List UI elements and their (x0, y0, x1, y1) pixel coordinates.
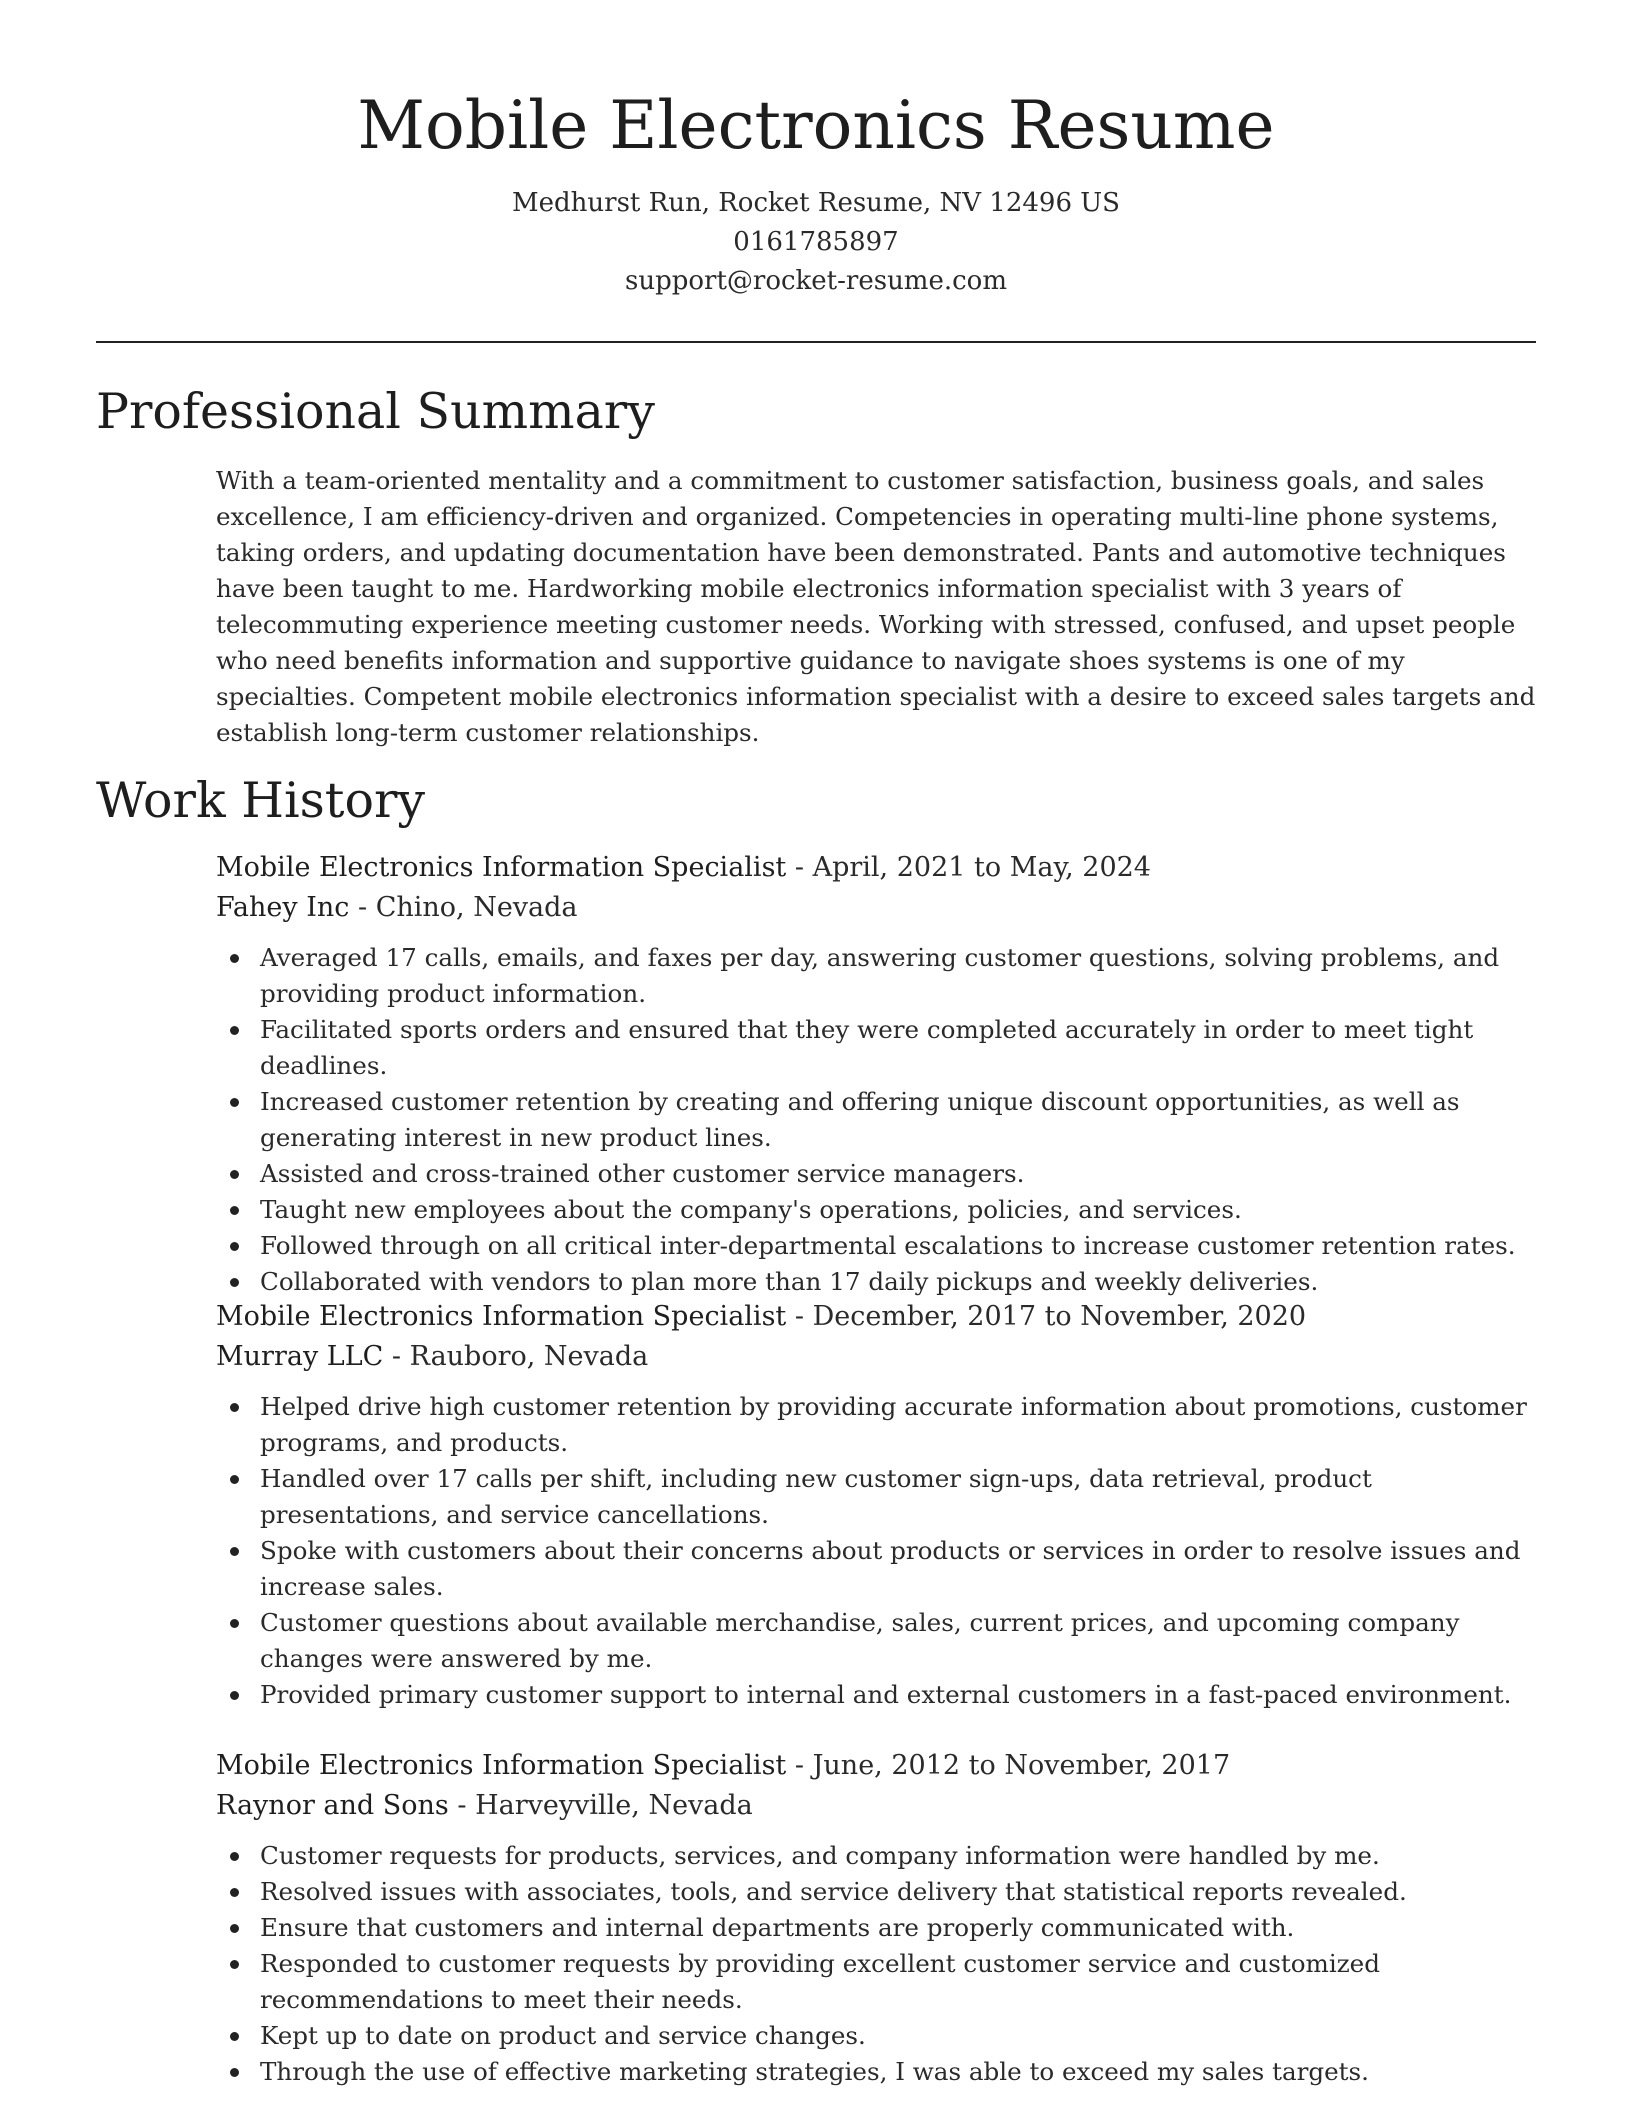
address: Medhurst Run, Rocket Resume, NV 12496 US (512, 188, 1120, 218)
bullet-dot (230, 954, 239, 963)
bullet-text: Facilitated sports orders and ensured that they were completed accurately in order to meet tight deadlines. (260, 1015, 1474, 1080)
work-history-heading: Work History (96, 772, 426, 829)
job-bullets (216, 940, 1542, 1300)
bullet-text: Averaged 17 calls, emails, and faxes per day, answering customer questions, solving problems, and providing product information. (260, 943, 1500, 1008)
job-dates: April, 2021 to May, 2024 (812, 852, 1151, 883)
bullet-text: Spoke with customers about their concerns about products or services in order to resolve issues and increase sales. (260, 1536, 1521, 1601)
job-dates: December, 2017 to November, 2020 (812, 1301, 1307, 1332)
company-line (216, 1786, 1542, 1826)
bullet-dot (230, 1852, 239, 1861)
job-bullets (216, 1838, 1542, 2090)
bullet-dot (230, 1170, 239, 1179)
bullet-dot (230, 1691, 239, 1700)
bullet-text: Kept up to date on product and service changes. (260, 2021, 866, 2050)
list-item (216, 1084, 1542, 1156)
job-title: Mobile Electronics Information Specialist (216, 1750, 787, 1781)
job-bullets (216, 1389, 1542, 1713)
bullet-dot (230, 1619, 239, 1628)
company-location: Chino, Nevada (375, 892, 578, 923)
bullet-dot (230, 1403, 239, 1412)
bullet-text: Customer requests for products, services, and company information were handled by me. (260, 1841, 1380, 1870)
bullet-text: Resolved issues with associates, tools, and service delivery that statistical reports revealed. (260, 1877, 1407, 1906)
job-title: Mobile Electronics Information Specialist (216, 852, 787, 883)
bullet-dot (230, 1475, 239, 1484)
company-location: Rauboro, Nevada (409, 1341, 649, 1372)
bullet-dot (230, 1960, 239, 1969)
bullet-text: Customer questions about available merchandise, sales, current prices, and upcoming company changes were answered by me. (260, 1608, 1460, 1673)
job-entry (216, 848, 1542, 1300)
separator: - (457, 1790, 476, 1821)
bullet-dot (230, 1547, 239, 1556)
bullet-dot (230, 1888, 239, 1897)
job-dates: June, 2012 to November, 2017 (812, 1750, 1231, 1781)
bullet-dot (230, 2032, 239, 2041)
job-title-line (216, 848, 1542, 888)
job-title: Mobile Electronics Information Specialist (216, 1301, 787, 1332)
bullet-text: Increased customer retention by creating and offering unique discount opportunities, as well as generating interest in new product lines. (260, 1087, 1460, 1152)
list-item (216, 1461, 1542, 1533)
summary-heading: Professional Summary (96, 383, 655, 440)
company-line (216, 1337, 1542, 1377)
bullet-dot (230, 1924, 239, 1933)
job-title-line (216, 1746, 1542, 1786)
list-item (216, 2018, 1542, 2054)
contact-info (0, 184, 1632, 301)
bullet-text: Responded to customer requests by providing excellent customer service and customized recommendations to meet their needs. (260, 1949, 1380, 2014)
list-item (216, 1012, 1542, 1084)
bullet-text: Helped drive high customer retention by providing accurate information about promotions, customer programs, and products. (260, 1392, 1527, 1457)
separator: - (794, 852, 813, 883)
bullet-text: Followed through on all critical inter-departmental escalations to increase customer retention rates. (260, 1231, 1516, 1260)
list-item (216, 1838, 1542, 1874)
bullet-text: Provided primary customer support to internal and external customers in a fast-paced environment. (260, 1680, 1512, 1709)
list-item (216, 1192, 1542, 1228)
list-item (216, 1389, 1542, 1461)
company-location: Harveyville, Nevada (475, 1790, 753, 1821)
bullet-dot (230, 1026, 239, 1035)
list-item (216, 1946, 1542, 2018)
company-name: Murray LLC (216, 1341, 384, 1372)
company-name: Fahey Inc (216, 892, 350, 923)
summary-text: With a team-oriented mentality and a commitment to customer satisfaction, business goals, and sales excellence, I am efficiency-driven and organized. Competencies in operating multi-line phone systems, taking orders, and updating documentation have been demonstrated. Pants and automotive techniques have been taught to me. Hardworking mobile electronics information specialist with 3 years of telecommuting experience meeting customer needs. Working with stressed, confused, and upset people who need benefits information and supportive guidance to navigate shoes systems is one of my specialties. Competent mobile electronics information specialist with a desire to exceed sales targets and establish long-term customer relationships. (216, 466, 1536, 747)
bullet-text: Ensure that customers and internal departments are properly communicated with. (260, 1913, 1295, 1942)
list-item (216, 1156, 1542, 1192)
separator: - (794, 1301, 813, 1332)
separator: - (357, 892, 376, 923)
job-entry (216, 1746, 1542, 2090)
list-item (216, 940, 1542, 1012)
job-title-line (216, 1297, 1542, 1337)
list-item (216, 1228, 1542, 1264)
list-item (216, 1874, 1542, 1910)
header-divider (96, 341, 1536, 343)
bullet-text: Taught new employees about the company's operations, policies, and services. (260, 1195, 1242, 1224)
list-item (216, 1605, 1542, 1677)
email: support@rocket-resume.com (624, 266, 1007, 296)
bullet-dot (230, 1278, 239, 1287)
list-item (216, 1677, 1542, 1713)
separator: - (391, 1341, 410, 1372)
bullet-text: Through the use of effective marketing strategies, I was able to exceed my sales targets. (260, 2057, 1370, 2086)
bullet-text: Handled over 17 calls per shift, including new customer sign-ups, data retrieval, product presentations, and service cancellations. (260, 1464, 1372, 1529)
separator: - (794, 1750, 813, 1781)
list-item (216, 1533, 1542, 1605)
bullet-dot (230, 1206, 239, 1215)
list-item (216, 1910, 1542, 1946)
bullet-text: Collaborated with vendors to plan more than 17 daily pickups and weekly deliveries. (260, 1267, 1319, 1296)
bullet-text: Assisted and cross-trained other customer service managers. (260, 1159, 1025, 1188)
bullet-dot (230, 1098, 239, 1107)
list-item (216, 2054, 1542, 2090)
company-line (216, 888, 1542, 928)
bullet-dot (230, 1242, 239, 1251)
phone: 0161785897 (733, 227, 899, 257)
resume-header (0, 0, 1632, 301)
company-name: Raynor and Sons (216, 1790, 449, 1821)
resume-title: Mobile Electronics Resume (357, 87, 1275, 164)
job-entry (216, 1297, 1542, 1713)
list-item (216, 1264, 1542, 1300)
bullet-dot (230, 2068, 239, 2077)
